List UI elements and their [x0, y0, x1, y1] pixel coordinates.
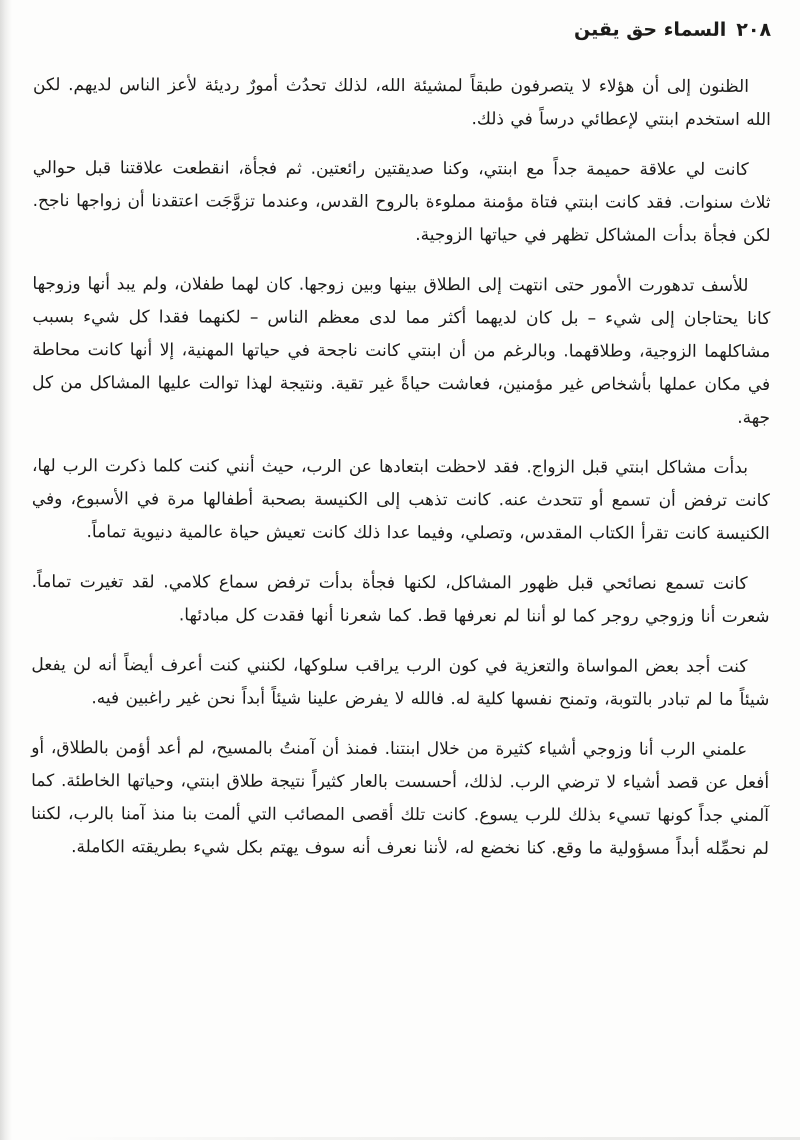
body-paragraph: كنت أجد بعض المواساة والتعزية في كون الرب يراقب سلوكها، لكنني كنت أعرف أيضاً أنه لن يفعل شيئاً ما لم تبادر بالتوبة، وتمنح نفسها كلية له. فالله لا يفرض علينا شيئاً أبداً نحن غير راغبين فيه.: [31, 655, 770, 710]
page-gutter-shadow: [0, 0, 12, 1140]
body-paragraph: كانت تسمع نصائحي قبل ظهور المشاكل، لكنها فجأة بدأت ترفض سماع كلامي. لقد تغيرت تماماً. شعرت أنا وزوجي روجر كما لو أننا لم نعرفها قط. كما شعرنا أنها فقدت كل مبادئها.: [31, 572, 770, 627]
body-text: [31, 69, 771, 866]
body-paragraph: للأسف تدهورت الأمور حتى انتهت إلى الطلاق بينها وبين زوجها. كان لهما طفلان، ولم يبد أنها وزوجها كانا يحتاجان إلى شيء – بل كان لديهما أكثر مما لدى معظم الناس – لكنهما فقدا كل شيء بسبب مشاكلهما الزوجية، وطلاقهما. وبالرغم من أن ابنتي كانت ناجحة في حياتها المهنية، إلا أنها كانت محاطة في مكان عملها بأشخاص غير مؤمنين، فعاشت حياةً غير تقية. ونتيجة لهذا توالت عليها المشاكل من كل جهة.: [32, 274, 771, 428]
body-paragraph: بدأت مشاكل ابنتي قبل الزواج. فقد لاحظت ابتعادها عن الرب، حيث أنني كنت كلما ذكرت الرب لها، كانت ترفض أن تسمع أو تتحدث عنه. كانت تذهب إلى الكنيسة بصحبة أطفالها مرة في الأسبوع، وفي الكنيسة كانت تقرأ الكتاب المقدس، وتصلي، وفيما عدا ذلك كانت تعيش حياة عالمية دنيوية تماماً.: [31, 456, 770, 544]
body-paragraph: علمني الرب أنا وزوجي أشياء كثيرة من خلال ابنتنا. فمنذ أن آمنتُ بالمسيح، لم أعد أؤمن بالطلاق، أو أفعل عن قصد أشياء لا ترضي الرب. لذلك، أحسست بالعار كثيراً نتيجة طلاق ابنتي، وحياتها الخاطئة. كما آلمني جداً كونها تسيء بذلك للرب يسوع. كانت تلك أقصى المصائب التي ألمت بنا منذ آمنا بالرب، لكننا لم نحمِّله أبداً مسؤولية ما وقع. كنا نخضع له، لأننا نعرف أنه سوف يهتم بكل شيء بطريقته الكاملة.: [31, 738, 770, 859]
page-content: [31, 17, 771, 883]
page-number: ٢٠٨: [736, 18, 772, 41]
body-paragraph: الظنون إلى أن هؤلاء لا يتصرفون طبقاً لمشيئة الله، لذلك تحدُث أمورٌ رديئة لأعز الناس لديهم. لكن الله استخدم ابنتي لإعطائي درساً في ذلك.: [32, 75, 771, 130]
body-paragraph: كانت لي علاقة حميمة جداً مع ابنتي، وكنا صديقتين رائعتين. ثم فجأة، انقطعت علاقتنا قبل حوالي ثلاث سنوات. فقد كانت ابنتي فتاة مؤمنة مملوءة بالروح القدس، وعندما تزوَّجَت اعتقدنا أن زواجها ناجح. لكن فجأة بدأت المشاكل تظهر في حياتها الزوجية.: [32, 158, 771, 246]
book-title: السماء حق يقين: [573, 18, 727, 41]
running-header: [33, 17, 771, 41]
